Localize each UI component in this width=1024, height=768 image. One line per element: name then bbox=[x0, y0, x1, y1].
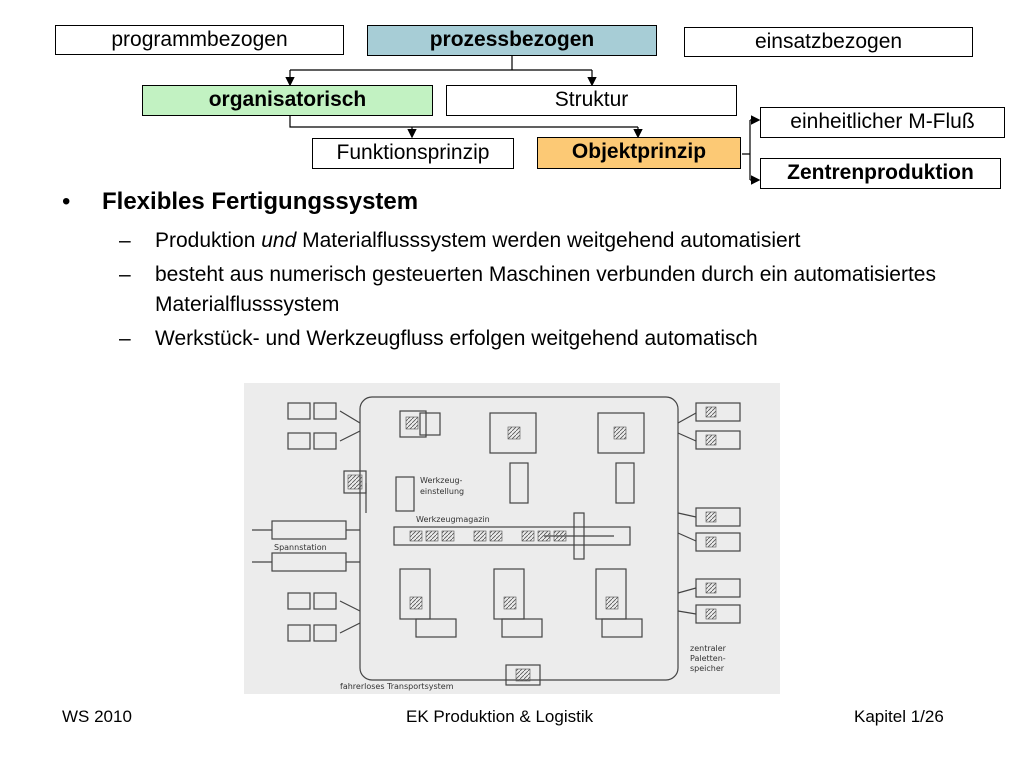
dash-icon: – bbox=[119, 327, 131, 350]
fig-label-einstellung: einstellung bbox=[420, 487, 465, 496]
fig-label-paletten: Paletten- bbox=[690, 654, 726, 663]
box-label: einheitlicher M-Fluß bbox=[790, 110, 975, 133]
box-organisatorisch bbox=[142, 85, 433, 116]
box-label: Zentrenproduktion bbox=[787, 161, 974, 184]
box-label: Struktur bbox=[554, 88, 629, 111]
footer-left: WS 2010 bbox=[62, 707, 132, 726]
fig-label-magazin: Werkzeugmagazin bbox=[416, 515, 490, 524]
sub-bullet-text: besteht aus numerisch gesteuerten Maschinen verbunden durch ein automatisiertes Materialflusssystem bbox=[155, 263, 936, 316]
sub-bullet-3 bbox=[62, 324, 1002, 354]
box-label: organisatorisch bbox=[208, 88, 367, 111]
fms-layout-drawing bbox=[244, 383, 780, 694]
fms-layout-figure bbox=[244, 383, 780, 694]
box-label: prozessbezogen bbox=[429, 28, 595, 51]
fig-label-werkzeug: Werkzeug- bbox=[420, 476, 463, 485]
sub-bullet-text: Materialflusssystem werden weitgehend automatisiert bbox=[296, 229, 801, 252]
box-label: Funktionsprinzip bbox=[336, 141, 490, 164]
footer-center: EK Produktion & Logistik bbox=[406, 707, 594, 726]
box-zentrenproduktion bbox=[760, 158, 1001, 189]
fig-label-zentraler: zentraler bbox=[690, 644, 726, 653]
bullet-dot-icon: • bbox=[62, 188, 71, 215]
fig-label-transport: fahrerloses Transportsystem bbox=[340, 682, 454, 691]
box-objektprinzip bbox=[537, 137, 741, 169]
sub-bullet-emphasis: und bbox=[261, 229, 297, 252]
footer-right: Kapitel 1/26 bbox=[854, 707, 944, 726]
box-funktionsprinzip bbox=[312, 138, 514, 169]
fig-label-speicher: speicher bbox=[690, 664, 725, 673]
sub-bullet-2 bbox=[62, 260, 1002, 320]
box-einheitlicher-m-fluss bbox=[760, 107, 1005, 138]
box-einsatzbezogen bbox=[684, 27, 973, 57]
sub-bullet-text: Produktion bbox=[155, 229, 262, 252]
box-struktur bbox=[446, 85, 737, 116]
box-label: einsatzbezogen bbox=[754, 30, 903, 53]
box-programmbezogen bbox=[55, 25, 344, 55]
sub-bullet-text: Werkstück- und Werkzeugfluss erfolgen weitgehend automatisch bbox=[155, 327, 758, 350]
fig-label-spannstation: Spannstation bbox=[274, 543, 327, 552]
bullet-list bbox=[62, 186, 1002, 354]
dash-icon: – bbox=[119, 229, 131, 252]
sub-bullet-1 bbox=[62, 226, 1002, 256]
dash-icon: – bbox=[119, 263, 131, 286]
box-prozessbezogen bbox=[367, 25, 657, 56]
bullet-heading-text: Flexibles Fertigungssystem bbox=[102, 188, 419, 215]
bullet-heading bbox=[62, 186, 1002, 218]
box-label: Objektprinzip bbox=[571, 140, 707, 163]
box-label: programmbezogen bbox=[111, 28, 288, 51]
